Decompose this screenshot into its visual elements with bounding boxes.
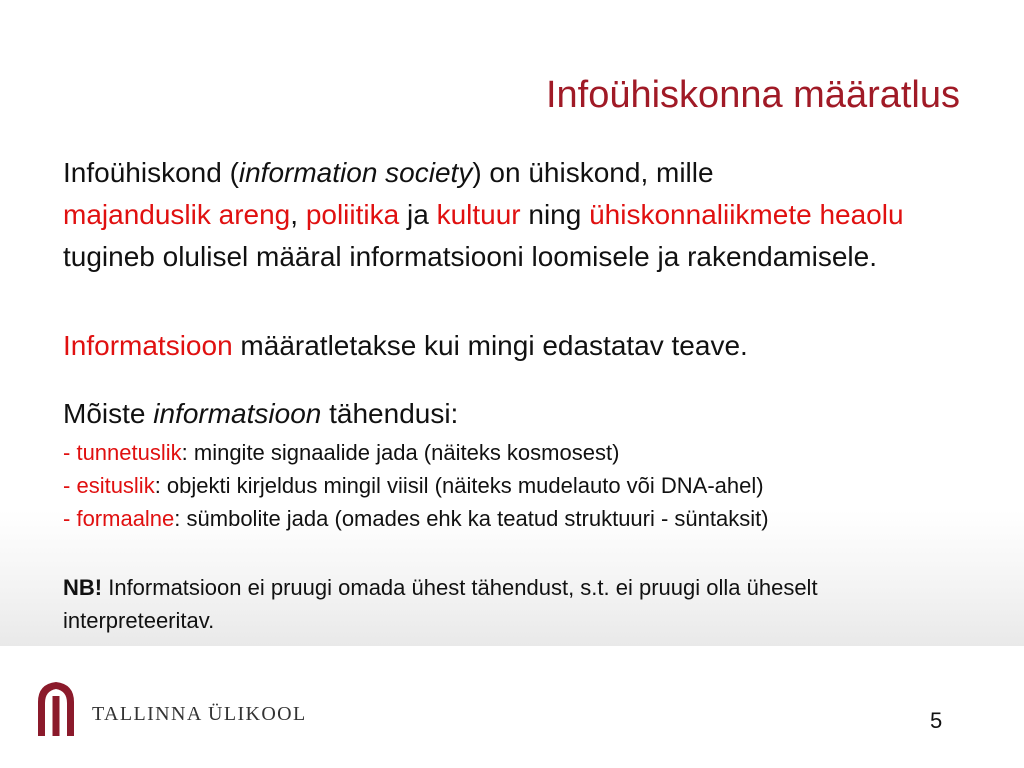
text-run: tähendusi: [321, 398, 459, 429]
text-run: tugineb olulisel määral informatsiooni loomisele ja rakendamisele. [63, 241, 877, 272]
highlight-wellbeing: ühiskonnaliikmete heaolu [589, 199, 904, 230]
list-item [63, 436, 1003, 469]
meaning-term: formaalne [76, 506, 175, 531]
text-run: Infoühiskond ( [63, 157, 239, 188]
list-dash: - [63, 440, 77, 465]
meaning-text: : mingite signaalide jada (näiteks kosmosest) [181, 440, 620, 465]
meaning-text: : objekti kirjeldus mingil viisil (näiteks mudelauto või DNA-ahel) [154, 473, 764, 498]
definition-paragraph [63, 152, 998, 278]
list-item [63, 502, 1003, 535]
note-paragraph [63, 571, 963, 637]
highlight-culture: kultuur [436, 199, 521, 230]
list-dash: - [63, 506, 77, 531]
page-number: 5 [930, 708, 943, 733]
highlight-information: Informatsioon [63, 330, 233, 361]
highlight-economic-development: majanduslik areng [63, 199, 291, 230]
meaning-term: esituslik [76, 473, 155, 498]
meanings-heading [63, 393, 998, 435]
note-text: Informatsioon ei pruugi omada ühest tähendust, s.t. ei pruugi olla üheselt interpreteeritav. [63, 575, 818, 633]
meaning-text: : sümbolite jada (omades ehk ka teatud struktuuri - süntaksit) [174, 506, 769, 531]
highlight-politics: poliitika [305, 199, 400, 230]
university-name: TALLINNA ÜLIKOOL [92, 703, 307, 725]
university-logo-icon [38, 682, 74, 736]
text-run: ning [520, 199, 590, 230]
note-label: NB! [63, 575, 103, 600]
list-item [63, 469, 1003, 502]
italic-term: information society [238, 157, 473, 188]
text-run: ) on ühiskond, mille [472, 157, 714, 188]
text-run: määratletakse kui mingi edastatav teave. [232, 330, 748, 361]
text-run: ja [399, 199, 437, 230]
text-run: Mõiste [63, 398, 154, 429]
text-run: , [290, 199, 306, 230]
meanings-list [63, 436, 1003, 535]
information-definition [63, 325, 998, 367]
list-dash: - [63, 473, 77, 498]
meaning-term: tunnetuslik [76, 440, 182, 465]
slide-title: Infoühiskonna määratlus [545, 74, 960, 116]
italic-term: informatsioon [153, 398, 322, 429]
